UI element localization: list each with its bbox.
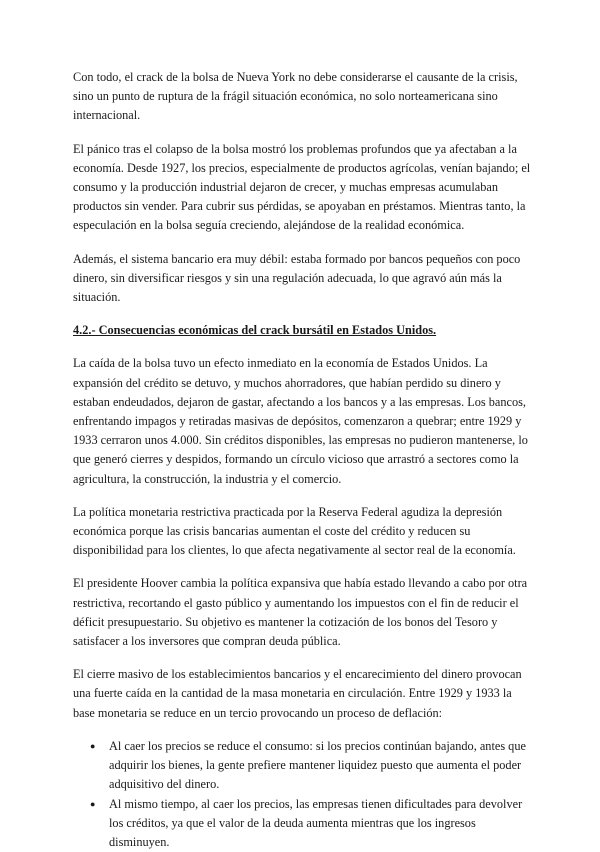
- list-item: [73, 795, 535, 852]
- paragraph-deflation: El cierre masivo de los establecimientos bancarios y el encarecimiento del dinero provocan una fuerte caída en la cantidad de la masa monetaria en circulación. Entre 1929 y 1933 la base monetaria se reduce en un tercio provocando un proceso de deflación:: [73, 665, 535, 723]
- bullet-icon: ●: [90, 795, 95, 814]
- paragraph-crack-not-cause: Con todo, el crack de la bolsa de Nueva York no debe considerarse el causante de la crisis, sino un punto de ruptura de la frágil situación económica, no solo norteamericana sino internacional.: [73, 68, 535, 126]
- paragraph-hoover: El presidente Hoover cambia la política expansiva que había estado llevando a cabo por otra restrictiva, recortando el gasto público y aumentando los impuestos con el fin de reducir el déficit presupuestario. Su objetivo es mantener la cotización de los bonos del Tesoro y satisfacer a los inversores que compran deuda pública.: [73, 574, 535, 651]
- bullet-icon: ●: [90, 737, 95, 756]
- paragraph-banking-system: Además, el sistema bancario era muy débil: estaba formado por bancos pequeños con poco dinero, sin diversificar riesgos y sin una regulación adecuada, lo que agravó aún más la situación.: [73, 250, 535, 308]
- bullet-text: Al caer los precios se reduce el consumo: si los precios continúan bajando, antes que adquirir los bienes, la gente prefiere mantener liquidez puesto que aumenta el poder adquisitivo del dinero.: [109, 739, 526, 791]
- document-page: [73, 68, 535, 852]
- paragraph-monetary-policy: La política monetaria restrictiva practicada por la Reserva Federal agudiza la depresión económica porque las crisis bancarias aumentan el coste del crédito y reducen su disponibilidad para los clientes, lo que afecta negativamente al sector real de la economía.: [73, 503, 535, 561]
- section-heading: 4.2.- Consecuencias económicas del crack bursátil en Estados Unidos.: [73, 321, 535, 340]
- paragraph-immediate-effect: La caída de la bolsa tuvo un efecto inmediato en la economía de Estados Unidos. La expansión del crédito se detuvo, y muchos ahorradores, que habían perdido su dinero y estaban endeudados, dejaron de gastar, afectando a los bancos y a las empresas. Los bancos, enfrentando impagos y retiradas masivas de depósitos, comenzaron a quebrar; entre 1929 y 1933 cerraron unos 4.000. Sin créditos disponibles, las empresas no pudieron mantenerse, lo que generó cierres y despidos, formando un círculo vicioso que arrastró a sectores como la agricultura, la construcción, la industria y el comercio.: [73, 354, 535, 488]
- list-item: [73, 737, 535, 795]
- paragraph-panic: El pánico tras el colapso de la bolsa mostró los problemas profundos que ya afectaban a la economía. Desde 1927, los precios, especialmente de productos agrícolas, venían bajando; el consumo y la producción industrial dejaron de crecer, y muchas empresas acumulaban productos sin vender. Para cubrir sus pérdidas, se apoyaban en préstamos. Mientras tanto, la especulación en la bolsa seguía creciendo, alejándose de la realidad económica.: [73, 140, 535, 236]
- bullet-text: Al mismo tiempo, al caer los precios, las empresas tienen dificultades para devolver los créditos, ya que el valor de la deuda aumenta mientras que los ingresos disminuyen.: [109, 797, 522, 849]
- bullet-list: [73, 737, 535, 852]
